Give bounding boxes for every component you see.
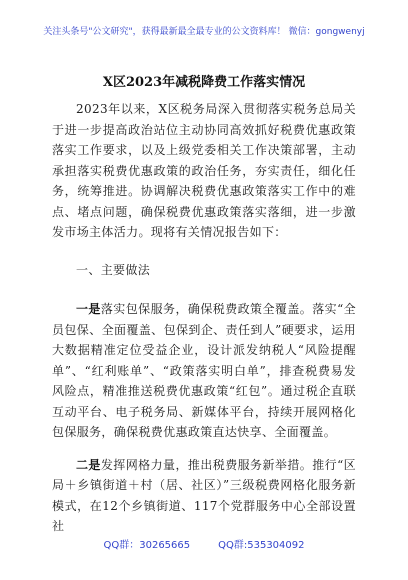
- header-promo-note: 关注头条号"公文研究"，获得最新最全最专业的公文资料库！ 微信：gongwenyj: [43, 27, 365, 37]
- section-heading: 一、主要做法: [76, 262, 151, 277]
- footer-qq-group-1: QQ群：30265665: [103, 540, 191, 551]
- intro-paragraph: 2023年以来，X区税务局深入贯彻落实税务总局关于进一步提高政治站位主动协同高效抓好税费优惠政策落实工作要求，以及上级党委相关工作决策部署，主动承担落实税费优惠政策的政治任务，夯实责任，细化任务，统筹推进。协调解决税费优惠政策落实工作中的难点、堵点问题，确保税费优惠政策落实落细，进一步激发市场主体活力。现将有关情况报告如下：: [52, 102, 356, 239]
- paragraph-1-lead: 一是: [76, 302, 101, 316]
- paragraph-2: [52, 455, 356, 537]
- paragraph-1-text: 落实包保服务，确保税费政策全覆盖。落实“全员包保、全面覆盖、包保到企、责任到人”硬要求，运用大数据精准定位受益企业，设计派发纳税人“风险提醒单”、“红利账单”、“政策落实明白单”，排查税费易发风险点，精准推送税费优惠政策“红包”。通过税企直联互动平台、电子税务局、新媒体平台，持续开展网格化包保服务，确保税费优惠政策直达快享、全面覆盖。: [52, 302, 356, 439]
- paragraph-2-text: 发挥网格力量，推出税费服务新举措。推行“区局＋乡镇街道＋村（居、社区）”三级税费网格化服务新模式，在12个乡镇街道、117个党群服务中心全部设置社: [52, 457, 356, 533]
- paragraph-2-lead: 二是: [76, 457, 101, 472]
- paragraph-1: [52, 299, 356, 443]
- footer-contact: [0, 536, 408, 551]
- footer-qq-group-2: QQ群:535304092: [218, 540, 305, 551]
- document-title: X区2023年减税降费工作落实情况: [102, 75, 306, 90]
- document-body: [52, 99, 356, 537]
